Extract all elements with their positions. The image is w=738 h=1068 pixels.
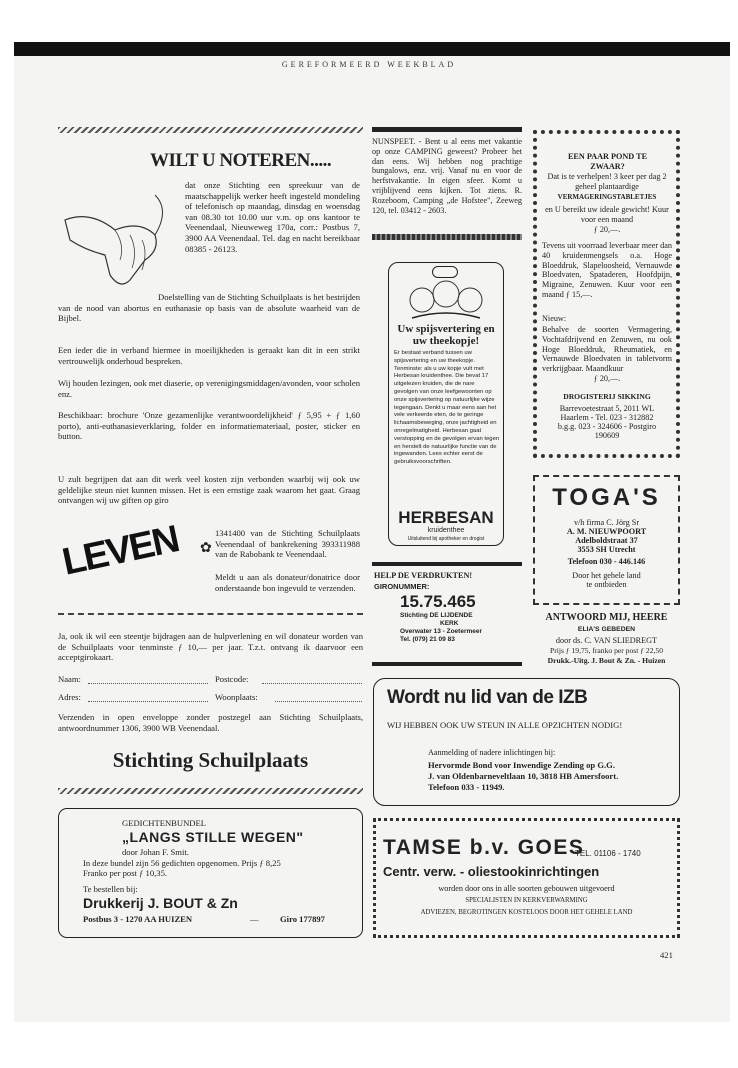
wilt-paragraph-5: U zult begrijpen dat aan dit werk veel kosten zijn verbonden waarbij wij ook uw geldelijke steun niet kunnen missen. Het is een ernstige zaak waarom het gaat. Graag ontvangen wij uw giften op giro <box>58 474 360 506</box>
izb-line-3: J. van Oldenbarneveltlaan 10, 3818 HB Amersfoort. <box>428 771 619 781</box>
pattern-divider <box>372 234 522 240</box>
togas-line-1: v/h firma C. Jörg Sr <box>573 518 640 527</box>
pond-address-2: Haarlem - Tel. 023 - 312882 <box>560 413 654 422</box>
gedichten-dash: — <box>250 914 259 924</box>
herbesan-headline: Uw spijsvertering en uw theekopje! <box>397 323 495 347</box>
gedichten-order: Te bestellen bij: <box>83 884 138 894</box>
gedichten-line-1: In deze bundel zijn 56 gedichten opgenomen. Prijs ƒ 8,25 <box>83 858 281 868</box>
pond-address-3: b.g.g. 023 - 324606 - Postgiro <box>557 422 657 431</box>
page-number: 421 <box>660 950 673 960</box>
wilt-donate-text: Meldt u aan als donateur/donatrice door onderstaande bon ingevuld te verzenden. <box>215 572 360 593</box>
wilt-paragraph-2: Een ieder die in verband hiermee in moeilijkheden is geraakt kan dit in een strikt vertrouwelijk onderhoud bespreken. <box>58 345 360 366</box>
pond-shop: DROGISTERIJ SIKKING <box>563 392 651 401</box>
help-address: Overwater 13 - Zoetermeer <box>400 628 483 635</box>
pond-text-4: Tevens uit voorraad leverbaar meer dan 40 kruidenmengsels o.a. Hoge Bloeddruk, Slapeloosheid, Vernauwde Bloedvaten, Spataderen, Hoofdpijn, Migraine, Zenuwen. Kuur voor een maand ƒ 15,—. <box>542 241 672 299</box>
tamse-title: TAMSE b.v. GOES <box>383 836 585 859</box>
nunspeet-ad: NUNSPEET. - Bent u al eens met vakantie op onze CAMPING geweest? Probeer het dan eens. Wij hebben nog prachtige bungalows, enz. vrij. Vanaf nu en voor de herfstvakantie. In eigen sfeer. Komt u vrijblijvend eens kijken. Tot ziens. R. Rozeboom, Camping „de Hofstee", Zeeweg 120, tel. 03412 - 2603. <box>372 137 522 215</box>
togas-title: TOGA'S <box>552 484 661 511</box>
help-org-1: Stichting DE LIJDENDE <box>400 612 473 619</box>
pond-address-4: 190609 <box>594 431 620 440</box>
woonplaats-field[interactable] <box>275 701 362 702</box>
pond-text-2: VERMAGERINGSTABLETJES <box>557 193 657 201</box>
antwoord-line-1: ELIA'S GEBEDEN <box>577 626 636 633</box>
hand-illustration <box>60 180 170 300</box>
togas-line-5: Telefoon 030 - 446.146 <box>567 557 646 566</box>
woonplaats-label: Woonplaats: <box>215 692 258 702</box>
verzenden-text: Verzenden in open enveloppe zonder postzegel aan Stichting Schuilplaats, antwoordnummer 1306, 3900 WB Veenendaal. <box>58 712 363 733</box>
naam-field[interactable] <box>88 683 208 684</box>
help-title: HELP DE VERDRUKTEN! <box>374 571 473 580</box>
flower-icon: ✿ <box>200 541 212 556</box>
togas-line-4: 3553 SH Utrecht <box>577 545 636 554</box>
togas-line-2: A. M. NIEUWPOORT <box>566 527 647 536</box>
tamse-line-1: worden door ons in alle soorten gebouwen uitgevoerd <box>438 884 615 893</box>
gedichten-publisher: Drukkerij J. BOUT & Zn <box>83 895 238 911</box>
togas-line-3: Adelboldstraat 37 <box>575 536 638 545</box>
help-tel: Tel. (079) 21 09 83 <box>400 636 455 643</box>
adres-field[interactable] <box>88 701 208 702</box>
herbesan-brand: HERBESAN <box>398 508 494 527</box>
postcode-field[interactable] <box>262 683 362 684</box>
stichting-name: Stichting Schuilplaats <box>112 748 309 772</box>
naam-label: Naam: <box>58 674 81 684</box>
help-org-2: KERK <box>440 620 459 627</box>
tamse-sub: Centr. verw. - oliestookinrichtingen <box>383 864 600 879</box>
running-title: GEREFORMEERD WEEKBLAD <box>281 60 457 69</box>
coupon-text: Ja, ook ik wil een steentje bijdragen aan de hulpverlening en wil donateur worden van de Schuilplaats voor tenminste ƒ 10,— per jaar. T.z.t. ontvang ik daarvoor een acceptgirokaart. <box>58 631 363 663</box>
wilt-paragraph-1: Doelstelling van de Stichting Schuilplaats is het bestrijden van de nood van abortus en euthanasie op basis van de absolute waarheid van de Bijbel. <box>58 292 360 324</box>
pond-text-3-price: ƒ 20,—. <box>593 225 621 234</box>
tag-hole <box>432 266 458 278</box>
pond-text-6: Behalve de soorten Vermagering, Vochtafdrijvend en Zenuwen, nu ook Hoge Bloeddruk, Rheumatiek, en Vernauwde Bloedvaten in tabletvorm verkrijgbaar. Maandkuur <box>542 325 672 374</box>
wilt-title: WILT U NOTEREN..... <box>150 150 332 171</box>
pond-new-label: Nieuw: <box>542 314 567 323</box>
tamse-line-2: SPECIALISTEN IN KERKVERWARMING <box>465 897 588 904</box>
antwoord-line-2: door ds. C. VAN SLIEDREGT <box>555 636 658 645</box>
antwoord-line-4: Drukk.-Uitg. J. Bout & Zn. - Huizen <box>547 656 666 665</box>
help-giro-number: 15.75.465 <box>400 592 476 611</box>
adres-label: Adres: <box>58 692 81 702</box>
pond-text-6-price: ƒ 20,—. <box>593 374 621 383</box>
gedichten-address: Postbus 3 - 1270 AA HUIZEN <box>83 914 193 924</box>
zigzag-divider-bottom <box>58 788 363 794</box>
izb-title: Wordt nu lid van de IZB <box>387 687 588 708</box>
izb-text: WIJ HEBBEN OOK UW STEUN IN ALLE OPZICHTEN NODIG! <box>387 720 623 730</box>
wilt-giro-text: 1341400 van de Stichting Schuilplaats Veenendaal of bankrekening 393311988 van de Rabobank te Veenendaal. <box>215 528 360 560</box>
gedichten-author: door Johan F. Smit. <box>122 847 189 857</box>
togas-line-6: Door het gehele land <box>572 571 641 580</box>
izb-line-4: Telefoon 033 - 11949. <box>428 782 505 792</box>
izb-line-2: Hervormde Bond voor Inwendige Zending op G.G. <box>428 760 616 770</box>
herbs-illustration <box>402 278 490 322</box>
pond-title: EEN PAAR POND TE ZWAAR? <box>567 152 648 171</box>
antwoord-line-3: Prijs ƒ 19,75, franko per post ƒ 22,50 <box>549 646 664 655</box>
wilt-paragraph-3: Wij houden lezingen, ook met diaserie, op verenigingsmiddagen/avonden, voor scholen enz. <box>58 378 360 399</box>
tamse-tel: TEL. 01106 - 1740 <box>575 849 641 858</box>
leven-logo: LEVEN <box>58 518 182 584</box>
pond-address-1: Barrevoetestraat 5, 2011 WL <box>559 404 655 413</box>
herbesan-sub: kruidenthee <box>427 527 465 534</box>
wilt-paragraph-4: Beschikbaar: brochure 'Onze gezamenlijke verantwoordelijkheid' ƒ 5,95 + ƒ 1,60 porto), anti-euthanasieverklaring, folder en informatiemateriaal, poster, sticker en button. <box>58 410 360 442</box>
antwoord-title: ANTWOORD MIJ, HEERE <box>545 612 668 623</box>
gedichten-kicker: GEDICHTENBUNDEL <box>122 818 207 828</box>
pond-text-1: Dat is te verhelpen! 3 keer per dag 2 geheel plantaardige <box>547 172 667 191</box>
bar-divider <box>372 127 522 132</box>
postcode-label: Postcode: <box>215 674 249 684</box>
togas-line-7: te ontbieden <box>586 580 627 589</box>
coupon-cut-line <box>58 613 363 615</box>
herbesan-foot: Uitsluitend bij apotheker en drogist <box>407 536 485 542</box>
herbesan-body: Er bestaat verband tussen uw spijsvertering en uw theekopje. Tenminste: als u uw kopje vult met Herbesan kruidenthee. Die bevat 17 uitgelezen kruiden, die de nare gevolgen van onze leefgewoonten op onze spijsvertering op natuurlijke wijze tegengaan. Denkt u maar eens aan het vele verkeerde eten, de te geringe lichaamsbeweging, onze jachtigheid en onregelmatigheid. Herbesan gaat verstopping en de gevolgen ervan tegen en herstelt de natuurlijke functie van de ingewanden. Lees echter eerst de gebruiksvoorschriften. <box>394 350 500 466</box>
zigzag-divider <box>58 127 363 133</box>
izb-line-1: Aanmelding of nadere inlichtingen bij: <box>428 748 556 757</box>
gedichten-title: „LANGS STILLE WEGEN" <box>122 829 304 845</box>
wilt-intro: dat onze Stichting een spreekuur van de maatschappelijk werker heeft ingesteld mondeling of telefonisch op maandag, dinsdag en woensdag van 08.30 tot 10.00 uur v.m. op ons kantoor te Veenendaal, Nieuweweg 170a, corr.: Postbus 7, 3900 AA Veenendaal. Tel. dag en nacht bereikbaar 08385 - 26123. <box>185 180 360 254</box>
help-giro-label: GIRONUMMER: <box>374 582 430 591</box>
gedichten-line-2: Franko per post ƒ 10,35. <box>83 868 168 878</box>
pond-text-3: en U bereikt uw ideale gewicht! Kuur voor een maand <box>545 205 669 224</box>
tamse-line-3: ADVIEZEN, BEGROTINGEN KOSTELOOS DOOR HET GEHELE LAND <box>420 909 633 916</box>
gedichten-giro: Giro 177897 <box>280 914 325 924</box>
